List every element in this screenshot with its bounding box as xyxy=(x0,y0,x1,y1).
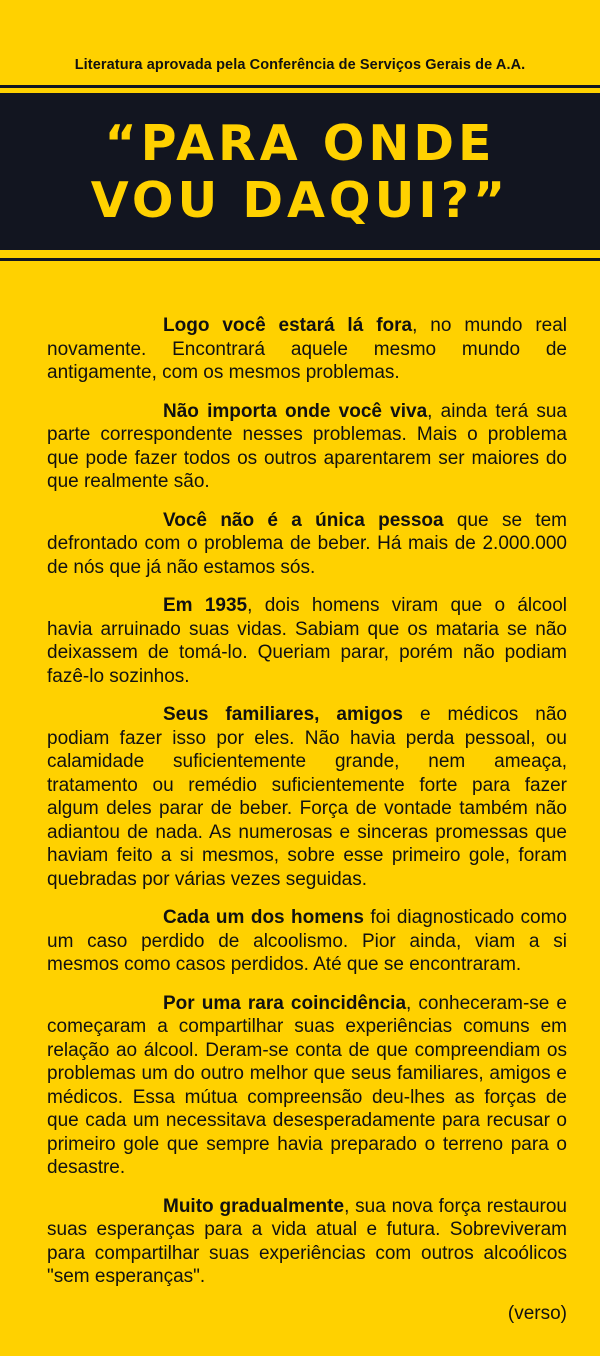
paragraph-lead: Muito gradualmente xyxy=(163,1195,345,1217)
paragraph xyxy=(47,1195,567,1289)
paragraph-text: , no mundo real novamente. Encontrará aquele mesmo mundo de antigamente, com os mesmos problemas. xyxy=(47,315,568,383)
page-title xyxy=(0,115,600,229)
paragraph-lead: Em 1935 xyxy=(163,595,248,616)
paragraph-lead: Você não é a única pessoa xyxy=(163,509,444,531)
paragraph-lead: Cada um dos homens xyxy=(163,907,364,928)
top-divider-line xyxy=(0,85,600,88)
paragraph xyxy=(47,594,567,688)
paragraph xyxy=(47,703,567,891)
paragraph-text: , dois homens viram que o álcool havia arruinado suas vidas. Sabiam que os mataria se não deixassem de tomá-lo. Queriam parar, porém não podiam fazê-lo sozinhos. xyxy=(47,595,567,687)
title-line-1: “PARA ONDE xyxy=(104,115,496,172)
approval-caption: Literatura aprovada pela Conferência de Serviços Gerais de A.A. xyxy=(74,57,526,73)
paragraph-lead: Seus familiares, amigos xyxy=(163,704,403,725)
paragraph xyxy=(47,400,567,494)
paragraph xyxy=(47,314,567,385)
paragraph-lead: Logo você estará lá fora xyxy=(163,315,413,336)
paragraph xyxy=(47,509,567,580)
paragraph-text: , ainda terá sua parte correspondente nesses problemas. Mais o problema que pode fazer todos os outros aparentarem ser maiores do que realmente são. xyxy=(47,400,568,492)
paragraph-lead: Não importa onde você viva xyxy=(163,400,428,422)
paragraph-text: e médicos não podiam fazer isso por eles. Não havia perda pessoal, ou calamidade suficientemente grande, nem ameaça, tratamento ou remédio suficientemente forte para fazer algum deles parar de beber. Força de vontade também não adiantou de nada. As numerosas e sinceras promessas que haviam feito a si mesmos, sobre esse primeiro gole, foram quebradas por várias vezes seguidas. xyxy=(47,704,567,890)
paragraph-text: , conheceram-se e começaram a compartilhar suas experiências comuns em relação ao álcool. Deram-se conta de que compreendiam os problemas um do outro melhor que seus familiares, amigos e médicos. Essa mútua compreensão deu-lhes as forças de que cada um necessitava desesperadamente para recusar o primeiro gole que sempre havia preparado o terreno para o desastre. xyxy=(47,992,568,1178)
title-banner xyxy=(0,93,600,250)
paragraph-text: , sua nova força restaurou suas esperanças para a vida atual e futura. Sobreviveram para compartilhar suas experiências com outros alcoólicos "sem esperanças". xyxy=(47,1195,567,1287)
paragraph xyxy=(47,906,567,977)
paragraph-lead: Por uma rara coincidência xyxy=(163,992,407,1014)
body-text xyxy=(47,314,567,1304)
paragraph xyxy=(47,992,567,1180)
verso-note: (verso) xyxy=(507,1303,567,1324)
paragraph-text: que se tem defrontado com o problema de beber. Há mais de 2.000.000 de nós que já não estamos sós. xyxy=(47,509,567,578)
paragraph-text: foi diagnosticado como um caso perdido de alcoolismo. Pior ainda, viam a si mesmos como casos perdidos. Até que se encontraram. xyxy=(47,907,568,975)
title-line-2: VOU DAQUI?” xyxy=(90,172,510,229)
bottom-divider-line xyxy=(0,258,600,261)
